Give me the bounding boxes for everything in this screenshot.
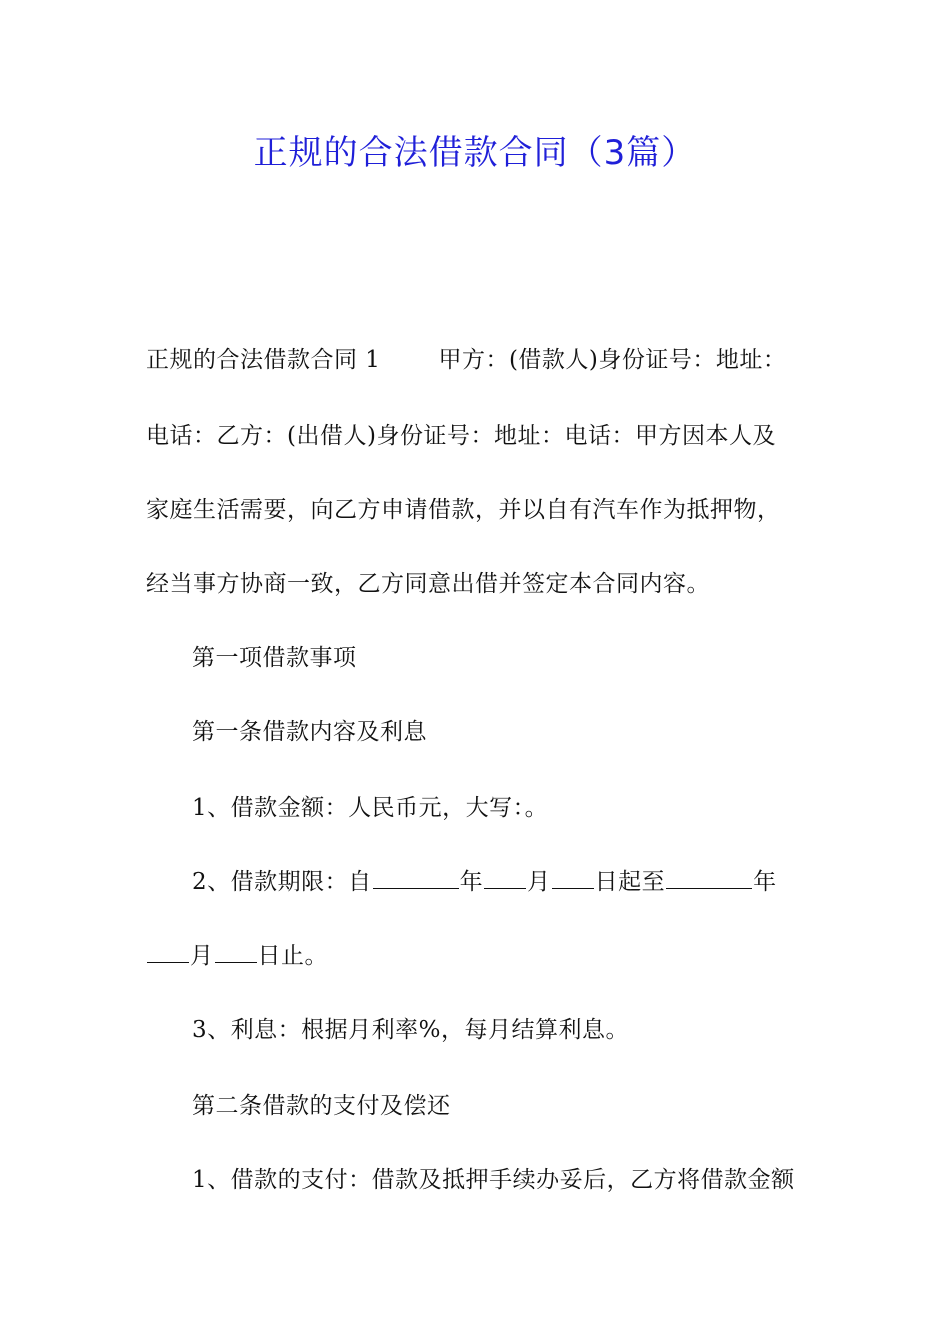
loan-term-item (192, 862, 777, 902)
month-label: 月 (527, 869, 551, 895)
start-year-blank (373, 866, 459, 889)
article-2-heading: 第二条借款的支付及偿还 (192, 1093, 451, 1119)
end-year-blank (666, 866, 752, 889)
loan-amount-item: 1、借款金额：人民币元，大写：。 (192, 795, 549, 821)
day-end-label: 日止。 (257, 943, 328, 969)
loan-term-prefix: 2、借款期限：自 (192, 869, 372, 895)
section-heading: 第一项借款事项 (192, 645, 357, 671)
start-month-blank (484, 866, 526, 889)
year-label: 年 (753, 869, 777, 895)
end-month-blank (147, 940, 189, 963)
party-a-info: 甲方：(借款人)身份证号：地址： (438, 347, 787, 373)
start-day-blank (552, 866, 594, 889)
intro-line-2: 电话：乙方：(出借人)身份证号：地址：电话：甲方因本人及 (146, 423, 776, 449)
year-label: 年 (459, 869, 484, 895)
interest-item: 3、利息：根据月利率%，每月结算利息。 (192, 1017, 629, 1043)
document-title: 正规的合法借款合同（3篇） (253, 133, 697, 173)
month-label: 月 (190, 943, 214, 969)
contract-label: 正规的合法借款合同 1 (146, 347, 381, 373)
intro-line-3: 家庭生活需要，向乙方申请借款，并以自有汽车作为抵押物， (146, 497, 781, 523)
intro-line-1 (146, 340, 786, 380)
day-from-label: 日起至 (594, 869, 666, 895)
article-1-heading: 第一条借款内容及利息 (192, 719, 427, 745)
loan-term-item-continued (146, 936, 328, 976)
end-day-blank (215, 940, 257, 963)
payment-item: 1、借款的支付：借款及抵押手续办妥后，乙方将借款金额 (192, 1167, 795, 1193)
intro-line-4: 经当事方协商一致，乙方同意出借并签定本合同内容。 (146, 571, 710, 597)
